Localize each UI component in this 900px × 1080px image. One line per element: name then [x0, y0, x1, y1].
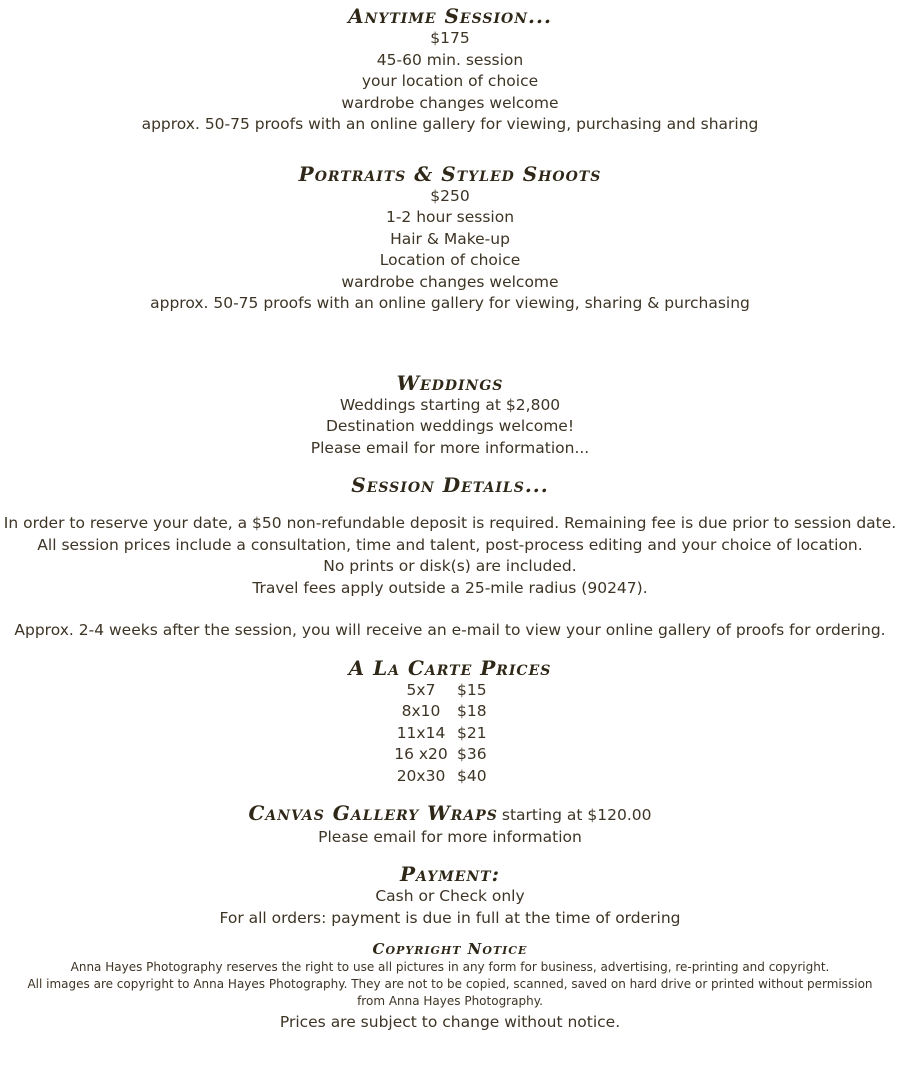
copyright-rights: Anna Hayes Photography reserves the right to use all pictures in any form for business, advertising, re-printing and copyright.: [70, 960, 830, 974]
payment-heading: Payment:: [400, 862, 500, 886]
portraits-location: Location of choice: [379, 251, 521, 269]
anytime-duration: 45-60 min. session: [376, 50, 524, 69]
anytime-wardrobe: wardrobe changes welcome: [341, 93, 559, 112]
anytime-session-heading: Anytime Session...: [348, 4, 552, 28]
canvas-email-note: Please email for more information: [318, 827, 582, 846]
print-price: $36: [457, 745, 487, 763]
anytime-price: $175: [430, 29, 470, 47]
weddings-email: Please email for more information...: [310, 438, 590, 457]
price-row: [391, 766, 509, 788]
canvas-starting-price: starting at $120.00: [501, 806, 652, 824]
canvas-section: [0, 801, 900, 827]
print-size: 11x14: [396, 723, 446, 742]
price-row: [391, 680, 509, 702]
weddings-destination: Destination weddings welcome!: [325, 417, 575, 435]
price-row: [391, 701, 509, 723]
copyright-heading: Copyright Notice: [372, 940, 528, 958]
payment-methods: Cash or Check only: [375, 887, 525, 905]
anytime-proofs: approx. 50-75 proofs with an online gallery for viewing, purchasing and sharing: [141, 115, 759, 133]
details-gallery-note: Approx. 2-4 weeks after the session, you will receive an e-mail to view your online gallery of proofs for ordering.: [14, 621, 886, 639]
details-no-prints: No prints or disk(s) are included.: [323, 557, 577, 575]
details-deposit: In order to reserve your date, a $50 non-refundable deposit is required. Remaining fee is due prior to session date.: [3, 514, 897, 532]
a-la-carte-heading: A La Carte Prices: [348, 655, 552, 680]
canvas-heading: Canvas Gallery Wraps: [248, 801, 498, 825]
payment-terms: For all orders: payment is due in full at the time of ordering: [219, 908, 681, 927]
weddings-heading: Weddings: [396, 370, 504, 395]
copyright-permission: All images are copyright to Anna Hayes Photography. They are not to be copied, scanned, saved on hard drive or printed without permission from Anna Hayes Photography.: [27, 977, 873, 1008]
print-size: 16 x20: [394, 745, 448, 763]
print-size: 8x10: [401, 702, 441, 720]
anytime-location: your location of choice: [361, 72, 539, 90]
portraits-heading: Portraits & Styled Shoots: [298, 161, 602, 186]
weddings-price: Weddings starting at $2,800: [339, 395, 561, 414]
print-size: 5x7: [406, 680, 436, 699]
price-row: [391, 723, 509, 745]
portraits-duration: 1-2 hour session: [385, 208, 515, 226]
prices-disclaimer: Prices are subject to change without notice.: [279, 1013, 621, 1031]
print-price: $40: [457, 766, 487, 785]
portraits-price: $250: [430, 186, 470, 205]
price-list: [391, 680, 509, 788]
print-price: $21: [457, 723, 487, 742]
details-inclusions: All session prices include a consultation, time and talent, post-process editing and your choice of location.: [37, 535, 863, 554]
print-price: $15: [457, 680, 487, 699]
portraits-wardrobe: wardrobe changes welcome: [341, 272, 559, 291]
portraits-proofs: approx. 50-75 proofs with an online gallery for viewing, sharing & purchasing: [150, 294, 750, 312]
details-travel: Travel fees apply outside a 25-mile radius (90247).: [252, 578, 648, 597]
print-price: $18: [457, 702, 487, 720]
portraits-hair: Hair & Make-up: [390, 229, 510, 248]
session-details-heading: Session Details...: [351, 473, 549, 497]
print-size: 20x30: [396, 766, 446, 785]
price-row: [391, 744, 509, 766]
